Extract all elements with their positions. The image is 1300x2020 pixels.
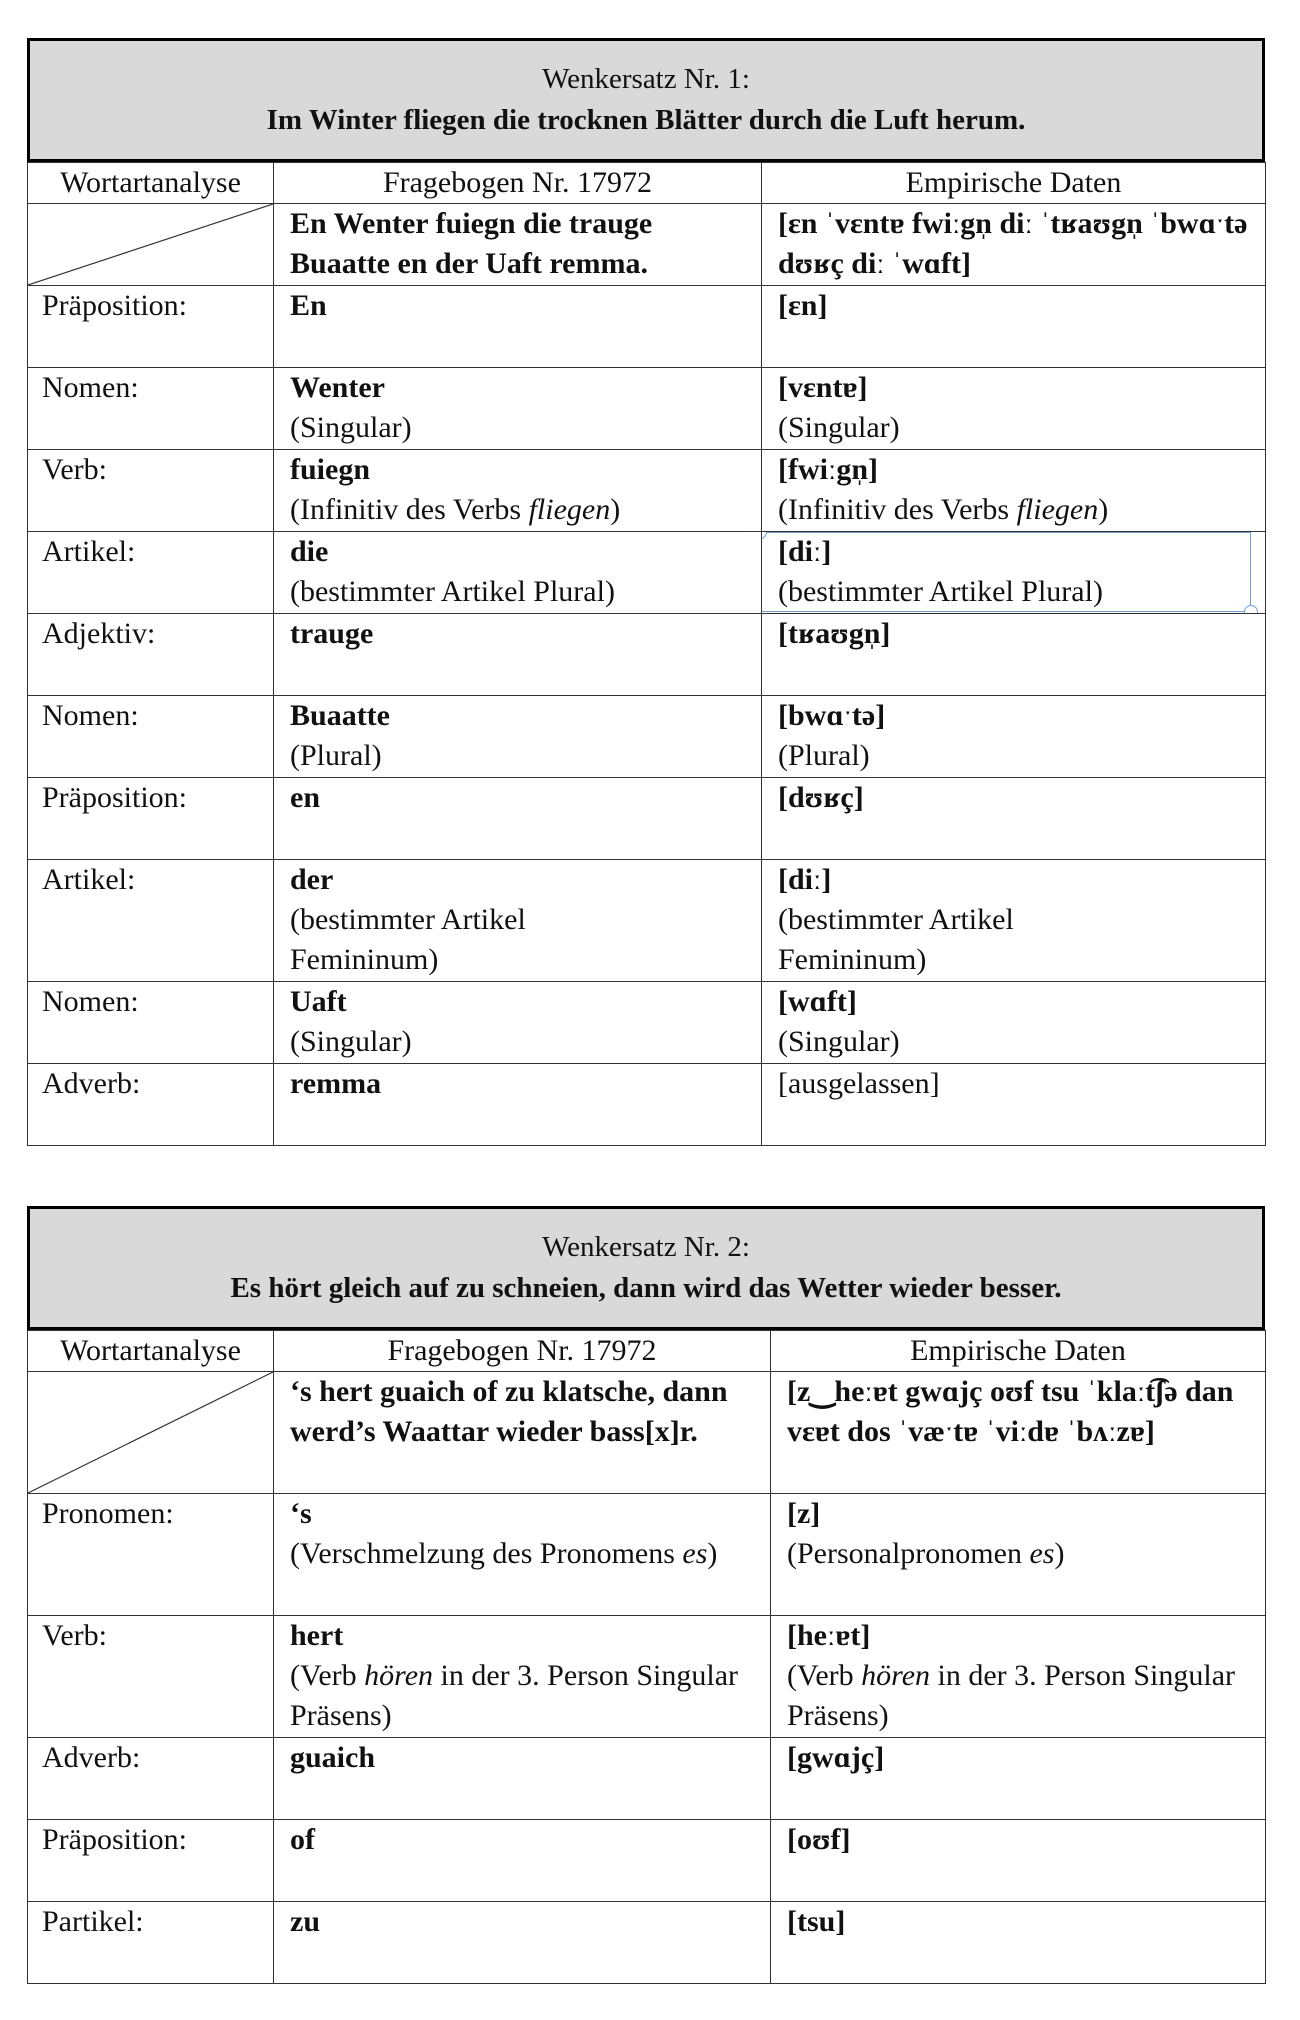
dialect-word: guaich bbox=[290, 1741, 376, 1774]
pos-label: Adjektiv: bbox=[28, 614, 274, 696]
ipa-note: (Singular) bbox=[778, 411, 900, 444]
ipa-word: [tsu] bbox=[787, 1905, 846, 1938]
pos-label: Präposition: bbox=[28, 778, 274, 860]
dialect-word: En bbox=[290, 289, 327, 322]
dialect-word: der bbox=[290, 863, 334, 896]
dialect-sentence: ‘s hert guaich of zu klatsche, dann werd’s Waattar wieder bass[x]r. bbox=[274, 1372, 771, 1494]
pos-label: Präposition: bbox=[28, 286, 274, 368]
ipa-word: [gwɑjç] bbox=[787, 1741, 885, 1774]
ipa-note: (Plural) bbox=[778, 739, 870, 772]
ipa-word: [fwiːgn̩] bbox=[778, 453, 878, 486]
dialect-word: fuiegn bbox=[290, 453, 371, 486]
sentence-row bbox=[28, 1372, 1266, 1494]
table-row bbox=[28, 614, 1266, 696]
ipa-word: [ɛn] bbox=[778, 289, 828, 322]
analysis-table bbox=[27, 1330, 1266, 1984]
table-row bbox=[28, 778, 1266, 860]
dialect-word: trauge bbox=[290, 617, 374, 650]
pos-label: Adverb: bbox=[28, 1738, 274, 1820]
dialect-sentence: En Wenter fuiegn die trauge Buaatte en der Uaft remma. bbox=[274, 204, 762, 286]
table-row bbox=[28, 982, 1266, 1064]
dialect-note: (bestimmter Artikel Plural) bbox=[290, 575, 615, 608]
ipa-word: [z] bbox=[787, 1497, 821, 1530]
dialect-word: en bbox=[290, 781, 320, 814]
table-row bbox=[28, 368, 1266, 450]
pos-label: Artikel: bbox=[28, 860, 274, 982]
table-row bbox=[28, 450, 1266, 532]
col-header: Empirische Daten bbox=[762, 163, 1266, 204]
dialect-note: (Singular) bbox=[290, 411, 412, 444]
pos-label: Nomen: bbox=[28, 982, 274, 1064]
selected-cell[interactable] bbox=[762, 532, 1266, 614]
ipa-word: [heːɐt] bbox=[787, 1619, 871, 1652]
pos-label: Nomen: bbox=[28, 696, 274, 778]
dialect-note: (Verb hören in der 3. Person Singular Präsens) bbox=[290, 1659, 738, 1732]
diagonal-cell bbox=[28, 1372, 274, 1494]
title-line-2: Es hört gleich auf zu schneien, dann wird das Wetter wieder besser. bbox=[230, 1272, 1062, 1304]
pos-label: Verb: bbox=[28, 450, 274, 532]
pos-label: Adverb: bbox=[28, 1064, 274, 1146]
dialect-note: (Verschmelzung des Pronomens es) bbox=[290, 1537, 718, 1570]
dialect-word: hert bbox=[290, 1619, 344, 1652]
table-row bbox=[28, 1820, 1266, 1902]
wenkersatz-1-table bbox=[27, 38, 1265, 1146]
dialect-word: ‘s bbox=[290, 1497, 312, 1530]
ipa-word: [tʁaʊgn̩] bbox=[778, 617, 891, 650]
dialect-word: of bbox=[290, 1823, 315, 1856]
table-row bbox=[28, 1738, 1266, 1820]
ipa-note: (bestimmter Artikel Plural) bbox=[778, 575, 1103, 608]
table-row bbox=[28, 1494, 1266, 1616]
ipa-note: (Verb hören in der 3. Person Singular Präsens) bbox=[787, 1659, 1235, 1732]
dialect-note: (Singular) bbox=[290, 1025, 412, 1058]
pos-label: Nomen: bbox=[28, 368, 274, 450]
table-row bbox=[28, 532, 1266, 614]
dialect-word: Buaatte bbox=[290, 699, 390, 732]
ipa-word: [bwɑˑtə] bbox=[778, 699, 886, 732]
ipa-word: [dʊʁç] bbox=[778, 781, 864, 814]
table-row bbox=[28, 696, 1266, 778]
diagonal-cell bbox=[28, 204, 274, 286]
ipa-note: [ausgelassen] bbox=[778, 1067, 940, 1100]
dialect-note: (bestimmter Artikel Femininum) bbox=[290, 903, 526, 976]
pos-label: Partikel: bbox=[28, 1902, 274, 1984]
pos-label: Pronomen: bbox=[28, 1494, 274, 1616]
column-header-row bbox=[28, 1331, 1266, 1372]
col-header: Fragebogen Nr. 17972 bbox=[274, 1331, 771, 1372]
table-row bbox=[28, 1616, 1266, 1738]
pos-label: Artikel: bbox=[28, 532, 274, 614]
title-line-1: Wenkersatz Nr. 2: bbox=[542, 1231, 750, 1263]
pos-label: Präposition: bbox=[28, 1820, 274, 1902]
dialect-word: Wenter bbox=[290, 371, 385, 404]
dialect-word: Uaft bbox=[290, 985, 347, 1018]
col-header: Fragebogen Nr. 17972 bbox=[274, 163, 762, 204]
pos-label: Verb: bbox=[28, 1616, 274, 1738]
table-row bbox=[28, 1064, 1266, 1146]
table-row bbox=[28, 286, 1266, 368]
dialect-note: (Plural) bbox=[290, 739, 382, 772]
ipa-note: (Singular) bbox=[778, 1025, 900, 1058]
table-row bbox=[28, 1902, 1266, 1984]
table-title bbox=[27, 38, 1265, 162]
selection-box[interactable] bbox=[762, 532, 1252, 612]
table-title bbox=[27, 1206, 1265, 1330]
ipa-word: [diː] bbox=[778, 863, 832, 896]
selection-handle-bottom-right[interactable] bbox=[1244, 605, 1258, 614]
col-header: Wortartanalyse bbox=[28, 1331, 274, 1372]
ipa-word: [diː] bbox=[778, 535, 832, 568]
ipa-word: [wɑft] bbox=[778, 985, 857, 1018]
col-header: Wortartanalyse bbox=[28, 163, 274, 204]
dialect-note: (Infinitiv des Verbs fliegen) bbox=[290, 493, 621, 526]
ipa-sentence: [ɛn ˈvɛntɐ fwiːgn̩ diː ˈtʁaʊgn̩ ˈbwɑˑtə dʊʁç diː ˈwɑft] bbox=[762, 204, 1266, 286]
ipa-note: (Personalpronomen es) bbox=[787, 1537, 1065, 1570]
ipa-sentence: [z‿heːɐt gwɑjç oʊf tsu ˈklaːt͡ʃə dan vɛɐt dos ˈvæˑtɐ ˈviːdɐ ˈbʌːzɐ] bbox=[771, 1372, 1266, 1494]
ipa-note: (Infinitiv des Verbs fliegen) bbox=[778, 493, 1109, 526]
wenkersatz-2-table bbox=[27, 1206, 1265, 1984]
dialect-word: die bbox=[290, 535, 329, 568]
column-header-row bbox=[28, 163, 1266, 204]
ipa-word: [oʊf] bbox=[787, 1823, 851, 1856]
ipa-word: [vɛntɐ] bbox=[778, 371, 868, 404]
table-row bbox=[28, 860, 1266, 982]
title-line-2: Im Winter fliegen die trocknen Blätter durch die Luft herum. bbox=[266, 104, 1026, 136]
dialect-word: remma bbox=[290, 1067, 382, 1100]
col-header: Empirische Daten bbox=[771, 1331, 1266, 1372]
title-line-1: Wenkersatz Nr. 1: bbox=[542, 63, 750, 95]
dialect-word: zu bbox=[290, 1905, 320, 1938]
sentence-row bbox=[28, 204, 1266, 286]
analysis-table bbox=[27, 162, 1266, 1146]
ipa-note: (bestimmter Artikel Femininum) bbox=[778, 903, 1014, 976]
